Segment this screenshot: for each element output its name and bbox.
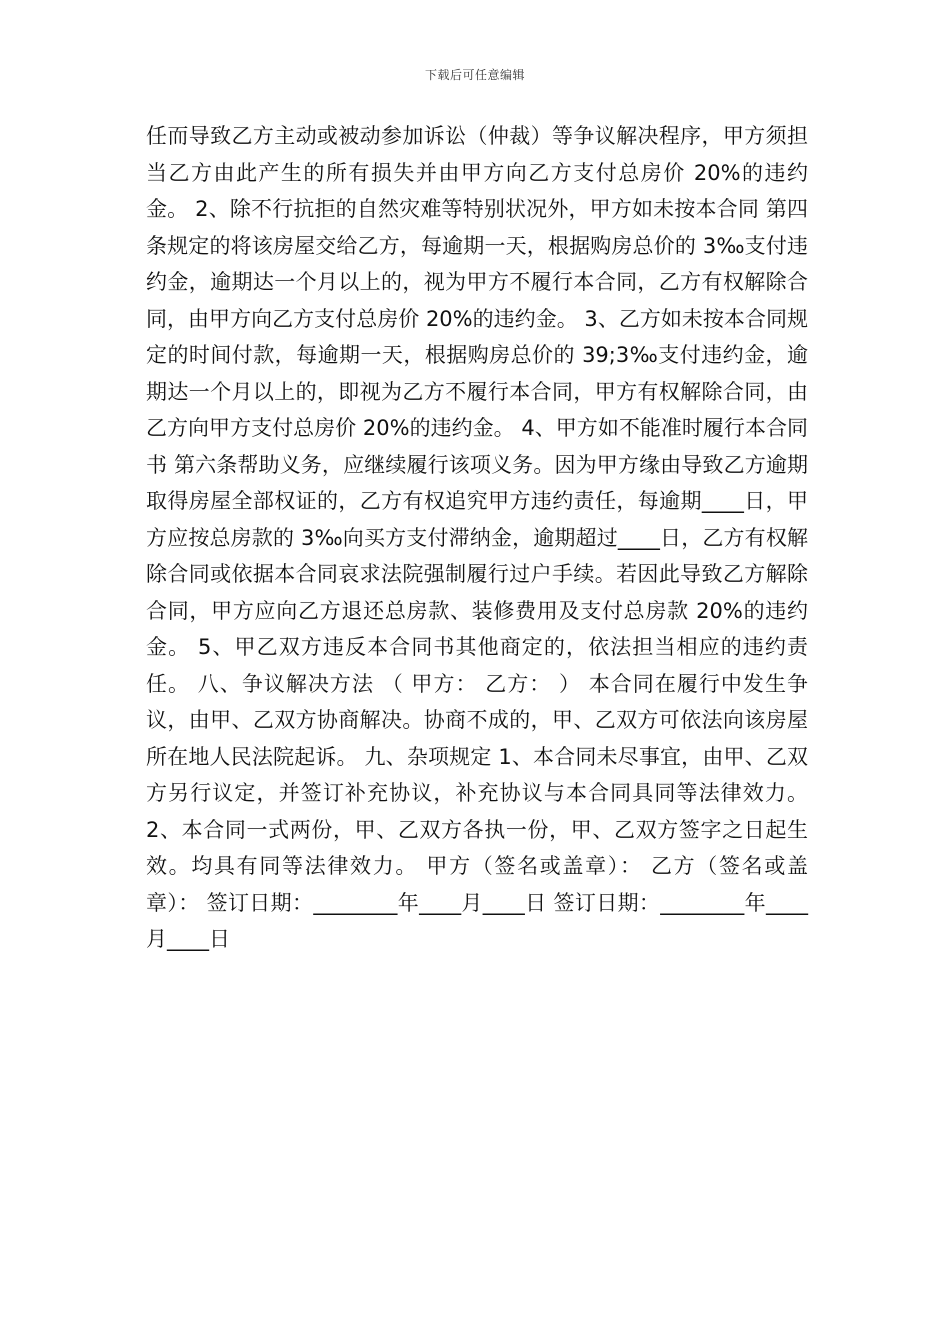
page-header: 下载后可任意编辑 <box>424 68 525 82</box>
contract-body-text: 任而导致乙方主动或被动参加诉讼（仲裁）等争议解决程序，甲方须担当乙方由此产生的所有损失并由甲方向乙方支付总房价 20%的违约金。 2、除不行抗拒的自然灾难等特别状况外，甲方如未按本合同 第四条规定的将该房屋交给乙方，每逾期一天，根据购房总价的 3‰支付违约金，逾期达一个月以上的，视为甲方不履行本合同，乙方有权解除合同，由甲方向乙方支付总房价 20%的违约金。 3、乙方如未按本合同规定的时间付款，每逾期一天，根据购房总价的 39;3‰支付违约金，逾期达一个月以上的，即视为乙方不履行本合同，甲方有权解除合同，由乙方向甲方支付总房价 20%的违约金。 4、甲方如不能准时履行本合同书 第六条帮助义务，应继续履行该项义务。因为甲方缘由导致乙方逾期取得房屋全部权证的，乙方有权追究甲方违约责任，每逾期____日，甲方应按总房款的 3‰向买方支付滞纳金，逾期超过____日，乙方有权解除合同或依据本合同哀求法院强制履行过户手续。若因此导致乙方解除合同，甲方应向乙方退还总房款、装修费用及支付总房款 20%的违约金。 5、甲乙双方违反本合同书其他商定的，依法担当相应的违约责任。 八、争议解决方法 （ 甲方： 乙方： ） 本合同在履行中发生争议，由甲、乙双方协商解决。协商不成的，甲、乙双方可依法向该房屋所在地人民法院起诉。 九、杂项规定 1、本合同未尽事宜，由甲、乙双方另行议定，并签订补充协议，补充协议与本合同具同等法律效力。 2、本合同一式两份，甲、乙双方各执一份，甲、乙双方签字之日起生效。均具有同等法律效力。 甲方（签名或盖章）： 乙方（签名或盖章）： 签订日期：________年____月____日 签订日期：________年____月____日 <box>146 124 808 951</box>
